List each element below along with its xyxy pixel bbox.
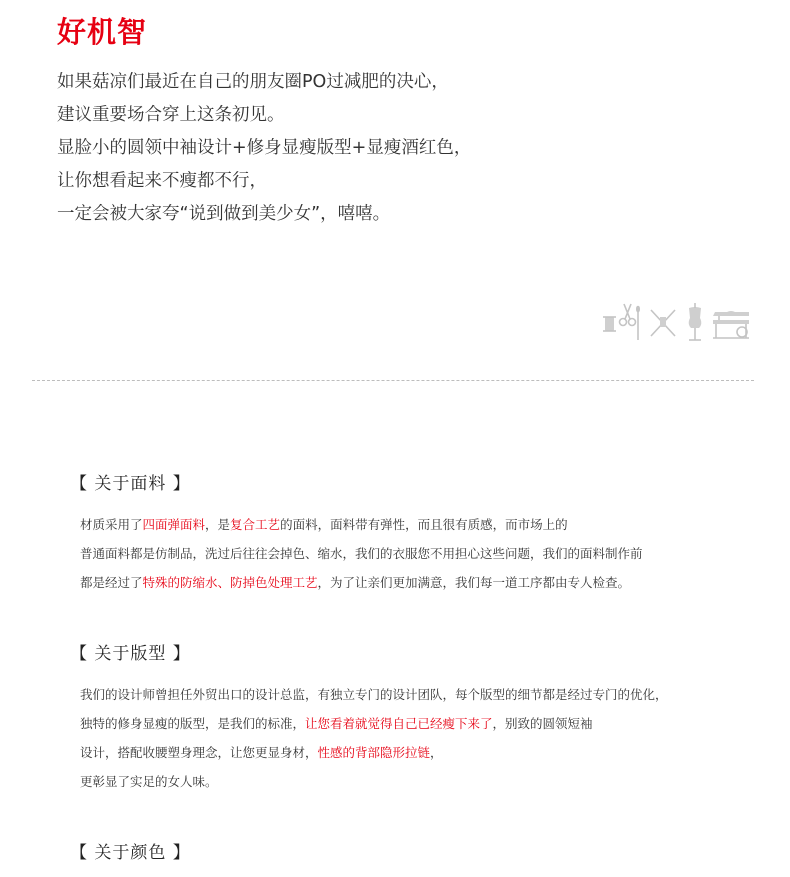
dress-form-icon xyxy=(689,303,702,340)
pattern-line xyxy=(80,709,668,738)
color-section xyxy=(70,838,191,863)
sewing-machine-icon xyxy=(713,311,749,338)
intro-text xyxy=(57,66,471,231)
color-section-title: 【 关于颜色 】 xyxy=(70,843,191,863)
pattern-section xyxy=(70,639,668,796)
pattern-line xyxy=(80,767,668,796)
scissors-icon xyxy=(620,304,636,326)
highlight-text: 特殊的防缩水、防掉色处理工艺 xyxy=(142,575,318,590)
fabric-section xyxy=(70,469,643,597)
pattern-line xyxy=(80,680,668,709)
sewing-tools-illustration xyxy=(603,300,753,344)
needle-icon xyxy=(637,306,639,340)
headline: 好机智 xyxy=(57,15,148,49)
text-segment: ，是 xyxy=(205,517,231,532)
intro-line: 一定会被大家夸“说到做到美少女”，嘻嘻。 xyxy=(57,204,391,224)
text-segment: 的面料，面料带有弹性，而且很有质感，而市场上的 xyxy=(280,517,568,532)
fabric-line xyxy=(80,568,643,597)
text-segment: ，别致的圆领短袖 xyxy=(492,716,593,731)
text-segment: 材质采用了 xyxy=(80,517,143,532)
text-segment: 更彰显了实足的女人味。 xyxy=(80,774,218,789)
spool-icon xyxy=(603,317,616,331)
text-segment: 普通面料都是仿制品，洗过后往往会掉色、缩水，我们的衣服您不用担心这些问题，我们的面料制作前 xyxy=(80,546,643,561)
text-segment: 我们的设计师曾担任外贸出口的设计总监，有独立专门的设计团队，每个版型的细节都是经过专门的优化， xyxy=(80,687,668,702)
highlight-text: 让您看着就觉得自己已经瘦下来了 xyxy=(305,716,493,731)
text-segment: 独特的修身显瘦的版型，是我们的标准， xyxy=(80,716,306,731)
fabric-section-title: 【 关于面料 】 xyxy=(70,474,191,494)
highlight-text: 性感的背部隐形拉链 xyxy=(317,745,431,760)
intro-line: 建议重要场合穿上这条初见。 xyxy=(57,105,285,125)
pattern-section-title: 【 关于版型 】 xyxy=(70,644,191,664)
fabric-line xyxy=(80,539,643,568)
intro-line: 显脸小的圆领中袖设计+修身显瘦版型+显瘦酒红色， xyxy=(57,138,472,158)
text-segment: ， xyxy=(430,745,443,760)
pattern-description xyxy=(80,680,668,796)
text-segment: ，为了让亲们更加满意，我们每一道工序都由专人检查。 xyxy=(317,575,631,590)
highlight-text: 四面弹面料 xyxy=(142,517,206,532)
fabric-description xyxy=(80,510,643,597)
dashed-divider xyxy=(32,380,754,381)
crossed-rulers-icon xyxy=(651,310,675,336)
fabric-line xyxy=(80,510,643,539)
intro-line: 让你想看起来不瘦都不行， xyxy=(57,171,267,191)
text-segment: 都是经过了 xyxy=(80,575,143,590)
intro-line: 如果菇凉们最近在自己的朋友圈PO过减肥的决心， xyxy=(57,72,449,92)
pattern-line xyxy=(80,738,668,767)
highlight-text: 复合工艺 xyxy=(230,517,281,532)
text-segment: 设计，搭配收腰塑身理念，让您更显身材， xyxy=(80,745,318,760)
